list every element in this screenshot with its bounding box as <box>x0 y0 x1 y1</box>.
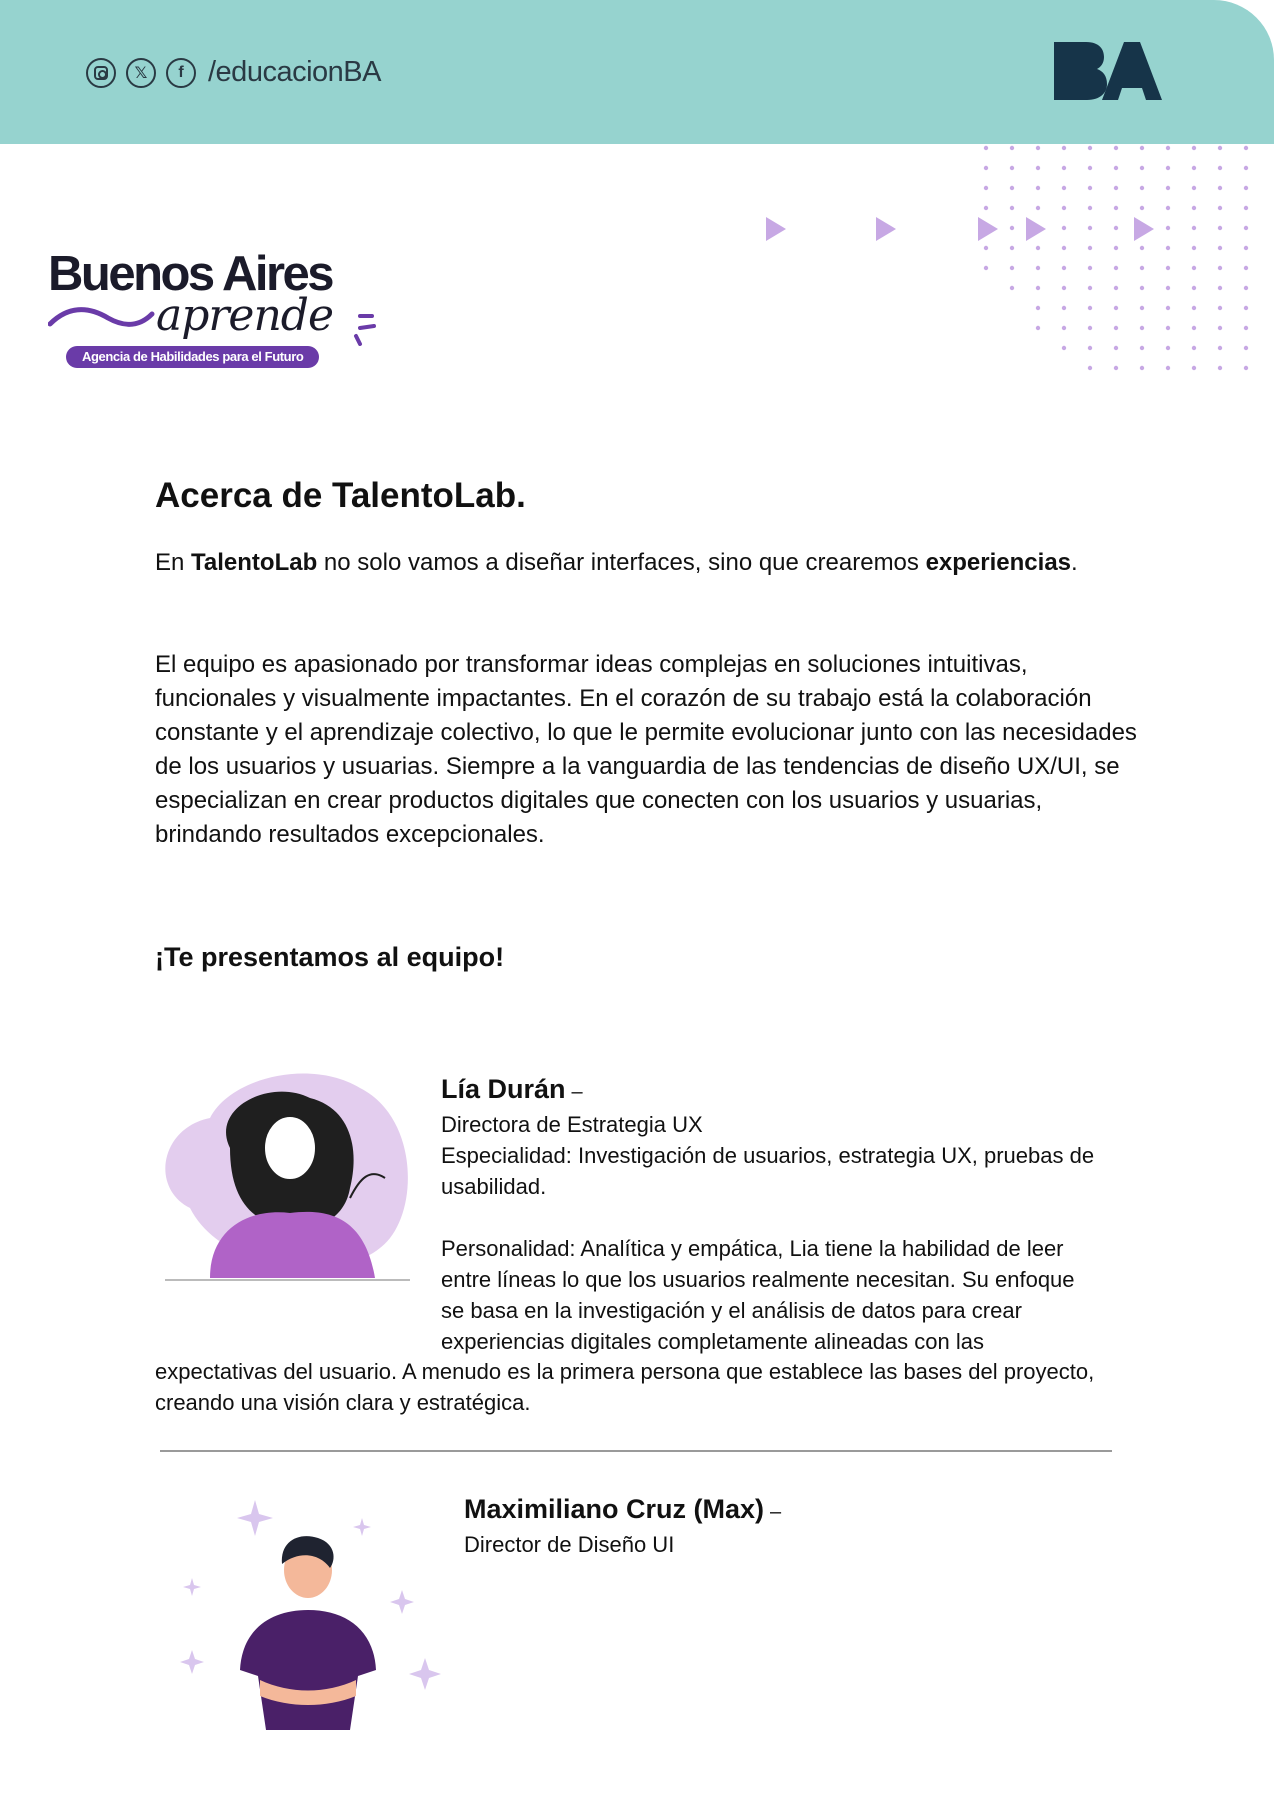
decorative-dot <box>1114 266 1118 270</box>
decorative-dot <box>1192 266 1196 270</box>
decorative-dot <box>1218 346 1222 350</box>
decorative-dot <box>1140 186 1144 190</box>
decorative-dot <box>1088 266 1092 270</box>
decorative-dot <box>1036 306 1040 310</box>
decorative-dot <box>1036 246 1040 250</box>
decorative-dot <box>1140 246 1144 250</box>
decorative-dot <box>1166 166 1170 170</box>
decorative-dot <box>1192 206 1196 210</box>
decorative-dot <box>1244 246 1248 250</box>
decorative-dot <box>1114 226 1118 230</box>
decorative-dot <box>1218 366 1222 370</box>
decorative-dot <box>1010 286 1014 290</box>
decorative-dot <box>1010 246 1014 250</box>
decorative-dot <box>1218 266 1222 270</box>
decorative-dot <box>1244 326 1248 330</box>
decorative-dot <box>1166 326 1170 330</box>
social-handle[interactable]: /educacionBA <box>208 56 381 88</box>
decorative-dot <box>1140 266 1144 270</box>
decorative-dot <box>1010 146 1014 150</box>
decorative-dot <box>984 246 988 250</box>
decorative-dot <box>1244 266 1248 270</box>
member-personality-continued: expectativas del usuario. A menudo es la primera persona que establece las bases del proyecto, creando una visión clara y estratégica. <box>155 1359 1095 1415</box>
decorative-dot <box>1244 346 1248 350</box>
decorative-dot <box>1114 246 1118 250</box>
decorative-dot <box>1244 366 1248 370</box>
decorative-dot <box>1088 226 1092 230</box>
decorative-dot <box>984 206 988 210</box>
decorative-dot <box>1062 266 1066 270</box>
decorative-dot <box>1140 366 1144 370</box>
decorative-dot <box>1166 286 1170 290</box>
section-divider <box>160 1450 1112 1452</box>
decorative-dot <box>1062 146 1066 150</box>
decorative-dot <box>1088 246 1092 250</box>
member-card-max: Maximiliano Cruz (Max) – Director de Diseño UI <box>464 1494 1144 1560</box>
decorative-dot <box>1088 326 1092 330</box>
decorative-dot <box>1114 326 1118 330</box>
brand-title: Buenos Aires <box>48 247 333 301</box>
decorative-dot <box>1140 166 1144 170</box>
play-arrow-icon <box>876 217 896 241</box>
decorative-dot <box>1140 206 1144 210</box>
decorative-dot <box>984 166 988 170</box>
keyword: experiencias <box>925 549 1072 576</box>
decorative-dot <box>1192 186 1196 190</box>
decorative-dot <box>1166 266 1170 270</box>
decorative-dot <box>1088 306 1092 310</box>
about-section <box>155 476 1140 516</box>
decorative-dot <box>1114 366 1118 370</box>
decorative-dot <box>1244 226 1248 230</box>
decorative-dot <box>1036 286 1040 290</box>
decorative-dot <box>1062 326 1066 330</box>
max-illustration <box>170 1490 450 1730</box>
lia-illustration <box>150 1068 420 1288</box>
decorative-dot <box>1062 186 1066 190</box>
member-role: Director de Diseño UI <box>464 1532 675 1557</box>
decorative-dot <box>1062 346 1066 350</box>
brand-name: TalentoLab <box>191 549 318 576</box>
decorative-dot <box>1036 326 1040 330</box>
brand-swoosh-icon <box>48 302 158 332</box>
decorative-dot <box>1036 186 1040 190</box>
play-arrow-icon <box>978 217 998 241</box>
play-arrow-icon <box>1026 217 1046 241</box>
decorative-dot <box>1062 166 1066 170</box>
decorative-dot <box>1218 246 1222 250</box>
decorative-dot <box>1244 206 1248 210</box>
decorative-dot <box>1114 166 1118 170</box>
decorative-dot <box>1192 306 1196 310</box>
decorative-dot <box>1166 246 1170 250</box>
decorative-dot <box>1218 206 1222 210</box>
decorative-dot <box>1166 206 1170 210</box>
decorative-dot <box>1192 346 1196 350</box>
team-heading: ¡Te presentamos al equipo! <box>155 942 505 972</box>
decorative-dot <box>1062 206 1066 210</box>
member-specialty: Especialidad: Investigación de usuarios, estrategia UX, pruebas de usabilidad. <box>441 1143 1095 1199</box>
facebook-icon[interactable]: f <box>166 58 196 88</box>
decorative-dot <box>1218 326 1222 330</box>
decorative-dot <box>1244 146 1248 150</box>
decorative-dot <box>1218 286 1222 290</box>
brand-script: aprende <box>156 290 334 341</box>
decorative-dot <box>1088 206 1092 210</box>
decorative-dot <box>1140 326 1144 330</box>
decorative-dot <box>1088 166 1092 170</box>
decorative-dot <box>1192 366 1196 370</box>
decorative-dot <box>1192 166 1196 170</box>
decorative-dot <box>1036 166 1040 170</box>
decorative-dot <box>1062 306 1066 310</box>
decorative-dot <box>1010 166 1014 170</box>
decorative-dot <box>1166 186 1170 190</box>
play-arrow-icon <box>766 217 786 241</box>
decorative-dot <box>1114 206 1118 210</box>
decorative-dot <box>1244 186 1248 190</box>
member-name: Maximiliano Cruz (Max) <box>464 1494 765 1524</box>
decorative-dot <box>1192 246 1196 250</box>
decorative-dot <box>1192 286 1196 290</box>
decorative-dot <box>1062 286 1066 290</box>
play-arrow-icon <box>1134 217 1154 241</box>
brand-sparkle-icon <box>348 306 388 346</box>
decorative-dot <box>1244 306 1248 310</box>
decorative-dot <box>1036 206 1040 210</box>
decorative-dot <box>1010 266 1014 270</box>
decorative-dot <box>984 186 988 190</box>
decorative-dot <box>1192 146 1196 150</box>
decorative-dot <box>1166 306 1170 310</box>
decorative-dot <box>1166 366 1170 370</box>
x-icon[interactable]: 𝕏 <box>126 58 156 88</box>
decorative-dot <box>1244 286 1248 290</box>
decorative-dot <box>1114 306 1118 310</box>
decorative-dot <box>1140 286 1144 290</box>
decorative-dot <box>1140 146 1144 150</box>
about-paragraph: El equipo es apasionado por transformar ideas complejas en soluciones intuitivas, funcionales y visualmente impactantes. En el corazón de su trabajo está la colaboración constante y el aprendizaje colectivo, lo que le permite evolucionar junto con las necesidades de los usuarios y usuarias. Siempre a la vanguardia de las tendencias de diseño UX/UI, se especializan en crear productos digitales que conecten con los usuarios y usuarias, brindando resultados excepcionales. <box>155 651 1137 848</box>
decorative-dot <box>1166 346 1170 350</box>
decorative-dot <box>1062 226 1066 230</box>
member-name: Lía Durán <box>441 1074 566 1104</box>
decorative-dot <box>1088 286 1092 290</box>
decorative-dot <box>1114 186 1118 190</box>
decorative-dot <box>1140 346 1144 350</box>
decorative-dot <box>1192 226 1196 230</box>
decorative-dot <box>1010 186 1014 190</box>
decorative-dot <box>1088 366 1092 370</box>
decorative-dot <box>1114 346 1118 350</box>
decorative-dot <box>984 146 988 150</box>
decorative-dot <box>984 266 988 270</box>
decorative-dot <box>1192 326 1196 330</box>
member-role: Directora de Estrategia UX <box>441 1112 703 1137</box>
decorative-dot <box>1036 146 1040 150</box>
decorative-dot <box>1114 146 1118 150</box>
brand-tagline: Agencia de Habilidades para el Futuro <box>66 346 319 368</box>
decorative-dot <box>1140 306 1144 310</box>
decorative-dot <box>1218 226 1222 230</box>
decorative-dot <box>1036 266 1040 270</box>
decorative-dot <box>1114 286 1118 290</box>
decorative-dot <box>1218 146 1222 150</box>
member-personality: Personalidad: Analítica y empática, Lia tiene la habilidad de leer entre líneas lo que los usuarios realmente necesitan. Su enfoque se basa en la investigación y el análisis de datos para crear experiencias digitales completamente alineadas con las <box>441 1236 1075 1354</box>
decorative-dot <box>1010 226 1014 230</box>
buenos-aires-aprende-logo <box>48 246 388 371</box>
team-section <box>155 942 1140 973</box>
decorative-dot <box>1088 146 1092 150</box>
decorative-dot <box>1244 166 1248 170</box>
decorative-dot <box>1088 186 1092 190</box>
decorative-dot <box>1166 226 1170 230</box>
decorative-dot <box>1218 186 1222 190</box>
member-card-lia: Lía Durán – Directora de Estrategia UX Especialidad: Investigación de usuarios, estrategia UX, pruebas de usabilidad. Personalidad: Analítica y empática, Lia tiene la habilidad de leer entre líneas lo que los usuarios realmente necesitan. Su enfoque se basa en la investigación y el análisis de datos para crear experiencias digitales completamente alineadas con las <box>441 1074 1141 1357</box>
decorative-dot <box>1218 166 1222 170</box>
page-title: Acerca de TalentoLab. <box>155 476 526 515</box>
decorative-dot <box>1166 146 1170 150</box>
decorative-dot <box>1010 206 1014 210</box>
decorative-dot <box>1062 246 1066 250</box>
about-intro: En TalentoLab no solo vamos a diseñar interfaces, sino que crearemos experiencias. <box>155 549 1078 576</box>
decorative-dot <box>1088 346 1092 350</box>
decorative-dot <box>1218 306 1222 310</box>
